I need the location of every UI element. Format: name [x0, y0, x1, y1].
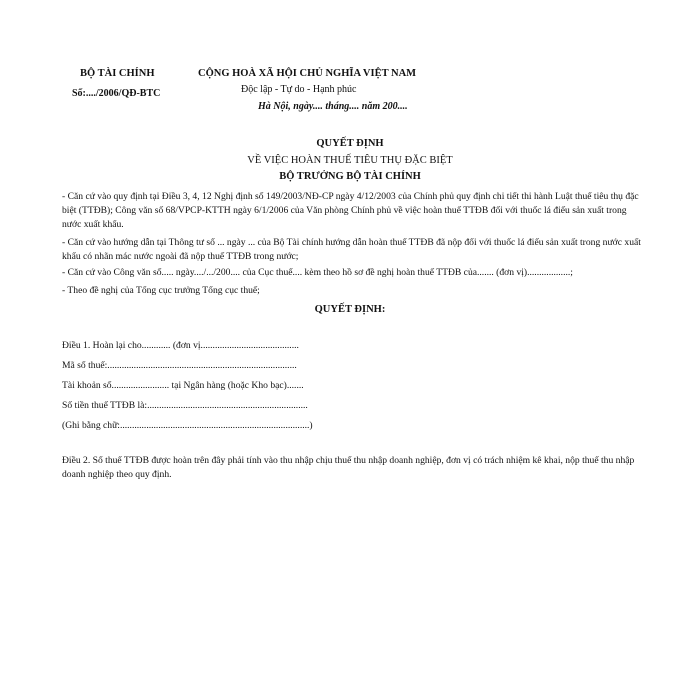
preamble-clause-2: - Căn cứ vào hướng dẫn tại Thông tư số ... ngày ... của Bộ Tài chính hướng dẫn hoàn thuế TTĐB đã nộp đối với thuốc lá điếu sản xuất trong nước xuất khẩu có nhãn mác nước ngoài đã nộp thuế TTĐB trong nước; — [62, 237, 641, 262]
article1-line-account: Tài khoản số........................ tại Ngân hàng (hoặc Kho bạc)....... — [62, 380, 304, 391]
decision-subject: VỀ VIỆC HOÀN THUẾ TIÊU THỤ ĐẶC BIỆT — [247, 155, 453, 166]
ministry-name: BỘ TÀI CHÍNH — [80, 68, 155, 79]
article1-line-recipient: Điều 1. Hoàn lại cho............ (đơn vị......................................... — [62, 340, 299, 351]
article1-line-amount: Số tiền thuế TTĐB là:................................................................... — [62, 400, 308, 411]
motto: Độc lập - Tự do - Hạnh phúc — [241, 84, 357, 95]
decision-heading: QUYẾT ĐỊNH: — [314, 304, 386, 315]
preamble-clause-3: - Căn cứ vào Công văn số..... ngày..../.../200.... của Cục thuế.... kèm theo hồ sơ đề nghị hoàn thuế TTĐB của....... (đơn vị)..................; — [62, 267, 573, 278]
article1-line-tax-code: Mã số thuế:............................................................................... — [62, 360, 297, 371]
preamble-clause-4: - Theo đề nghị của Tổng cục trưởng Tổng cục thuế; — [62, 285, 260, 296]
document-number: Số:..../2006/QĐ-BTC — [72, 88, 161, 99]
article2-text: Điều 2. Số thuế TTĐB được hoàn trên đây phải tính vào thu nhập chịu thuế thu nhập doanh nghiệp, đơn vị có trách nhiệm kê khai, nộp thuế thu nhập doanh nghiệp theo quy định. — [62, 455, 635, 480]
article1-line-in-words: (Ghi bằng chữ:...............................................................................) — [62, 420, 313, 431]
authority-title: BỘ TRƯỞNG BỘ TÀI CHÍNH — [279, 171, 421, 182]
place-date: Hà Nội, ngày.... tháng.... năm 200.... — [258, 101, 408, 112]
country-name: CỘNG HOÀ XÃ HỘI CHỦ NGHĨA VIỆT NAM — [198, 68, 417, 79]
preamble-clause-1: - Căn cứ vào quy định tại Điều 3, 4, 12 Nghị định số 149/2003/NĐ-CP ngày 4/12/2003 của Chính phủ quy định chi tiết thi hành Luật thuế tiêu thụ đặc biệt (TTĐB); Công văn số 68/VPCP-KTTH ngày 6/1/2006 của Văn phòng Chính phủ về việc hoàn thuế TTĐB đối với thuốc lá điếu sản xuất trong nước xuất khẩu. — [62, 191, 639, 230]
decision-title: QUYẾT ĐỊNH — [316, 138, 384, 149]
